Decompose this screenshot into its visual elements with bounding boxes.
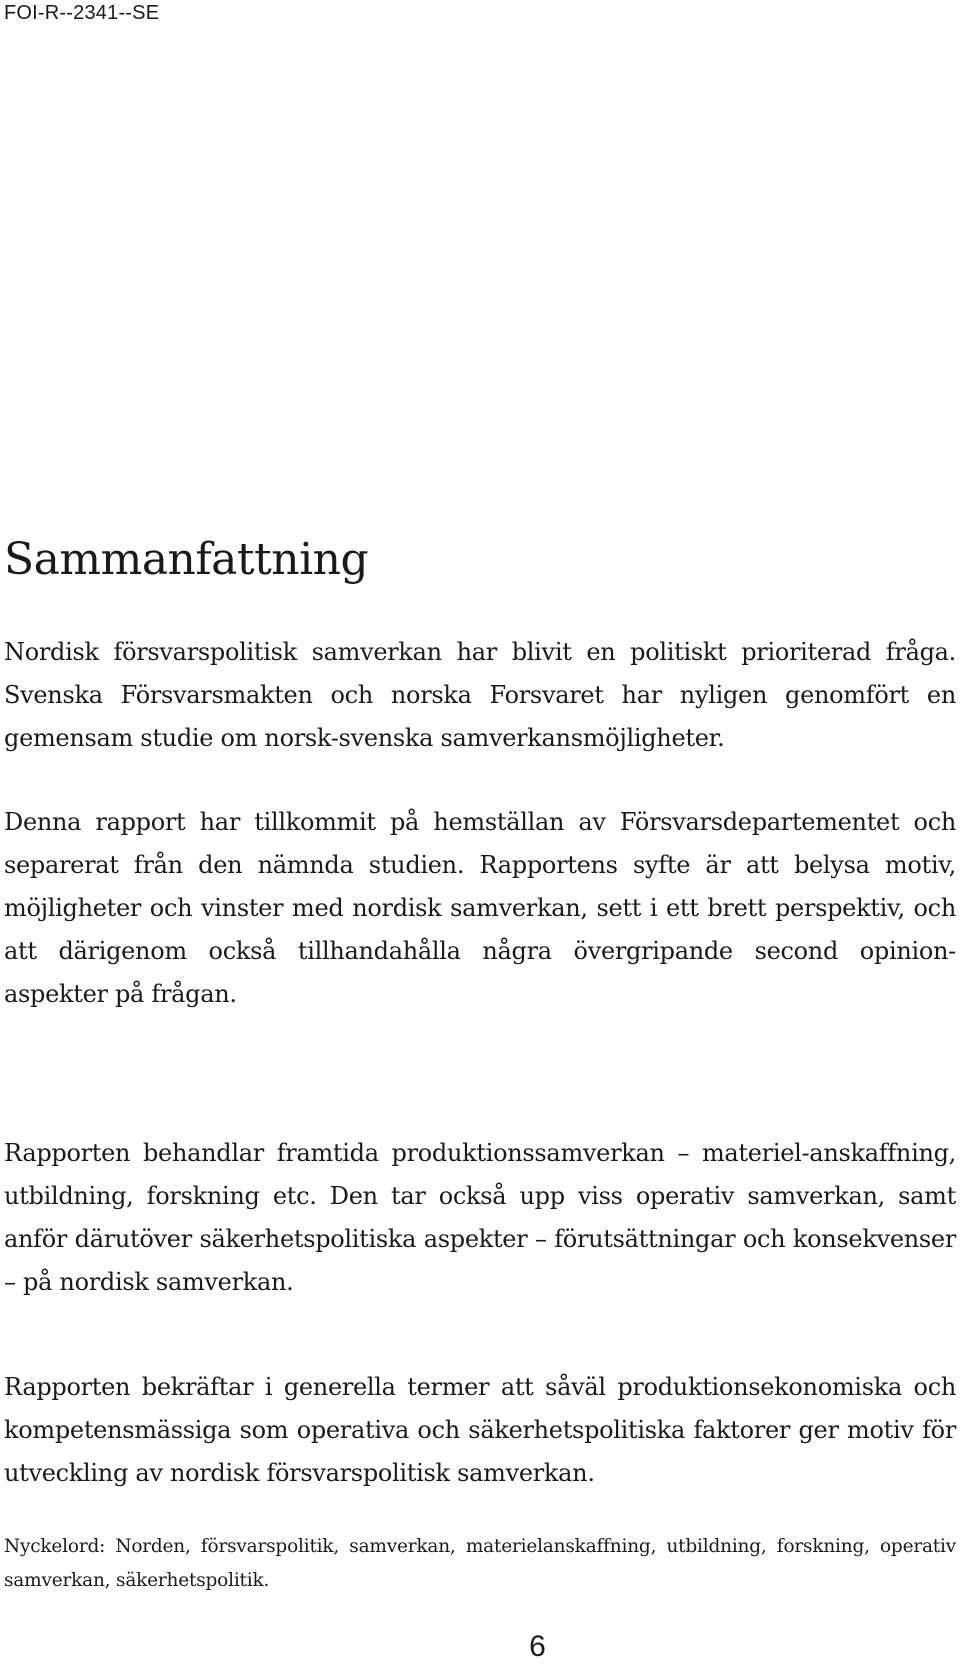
summary-paragraph-1: Nordisk försvarspolitisk samverkan har blivit en politiskt prioriterad fråga. Svenska Försvarsmakten och norska Forsvaret har nyligen genomfört en gemensam studie om norsk-svenska samverkansmöjligheter. <box>4 638 956 752</box>
summary-paragraph-4: Rapporten bekräftar i generella termer att såväl produktionsekonomiska och kompetensmässiga som operativa och säkerhetspolitiska faktorer ger motiv för utveckling av nordisk försvarspolitisk samverkan. <box>4 1373 956 1487</box>
report-id: FOI-R--2341--SE <box>4 2 160 24</box>
page-number: 6 <box>529 1630 546 1663</box>
summary-paragraph-3: Rapporten behandlar framtida produktionssamverkan – materiel-anskaffning, utbildning, forskning etc. Den tar också upp viss operativ samverkan, samt anför därutöver säkerhetspolitiska aspekter – förutsättningar och konsekvenser – på nordisk samverkan. <box>4 1139 956 1296</box>
page-title: Sammanfattning <box>4 534 369 585</box>
summary-paragraph-2: Denna rapport har tillkommit på hemställan av Försvarsdepartementet och separerat från den nämnda studien. Rapportens syfte är att belysa motiv, möjligheter och vinster med nordisk samverkan, sett i ett brett perspektiv, och att därigenom också tillhandahålla några övergripande second opinion-aspekter på frågan. <box>4 808 956 1008</box>
keywords: Nyckelord: Norden, försvarspolitik, samverkan, materielanskaffning, utbildning, forskning, operativ samverkan, säkerhetspolitik. <box>4 1536 956 1591</box>
